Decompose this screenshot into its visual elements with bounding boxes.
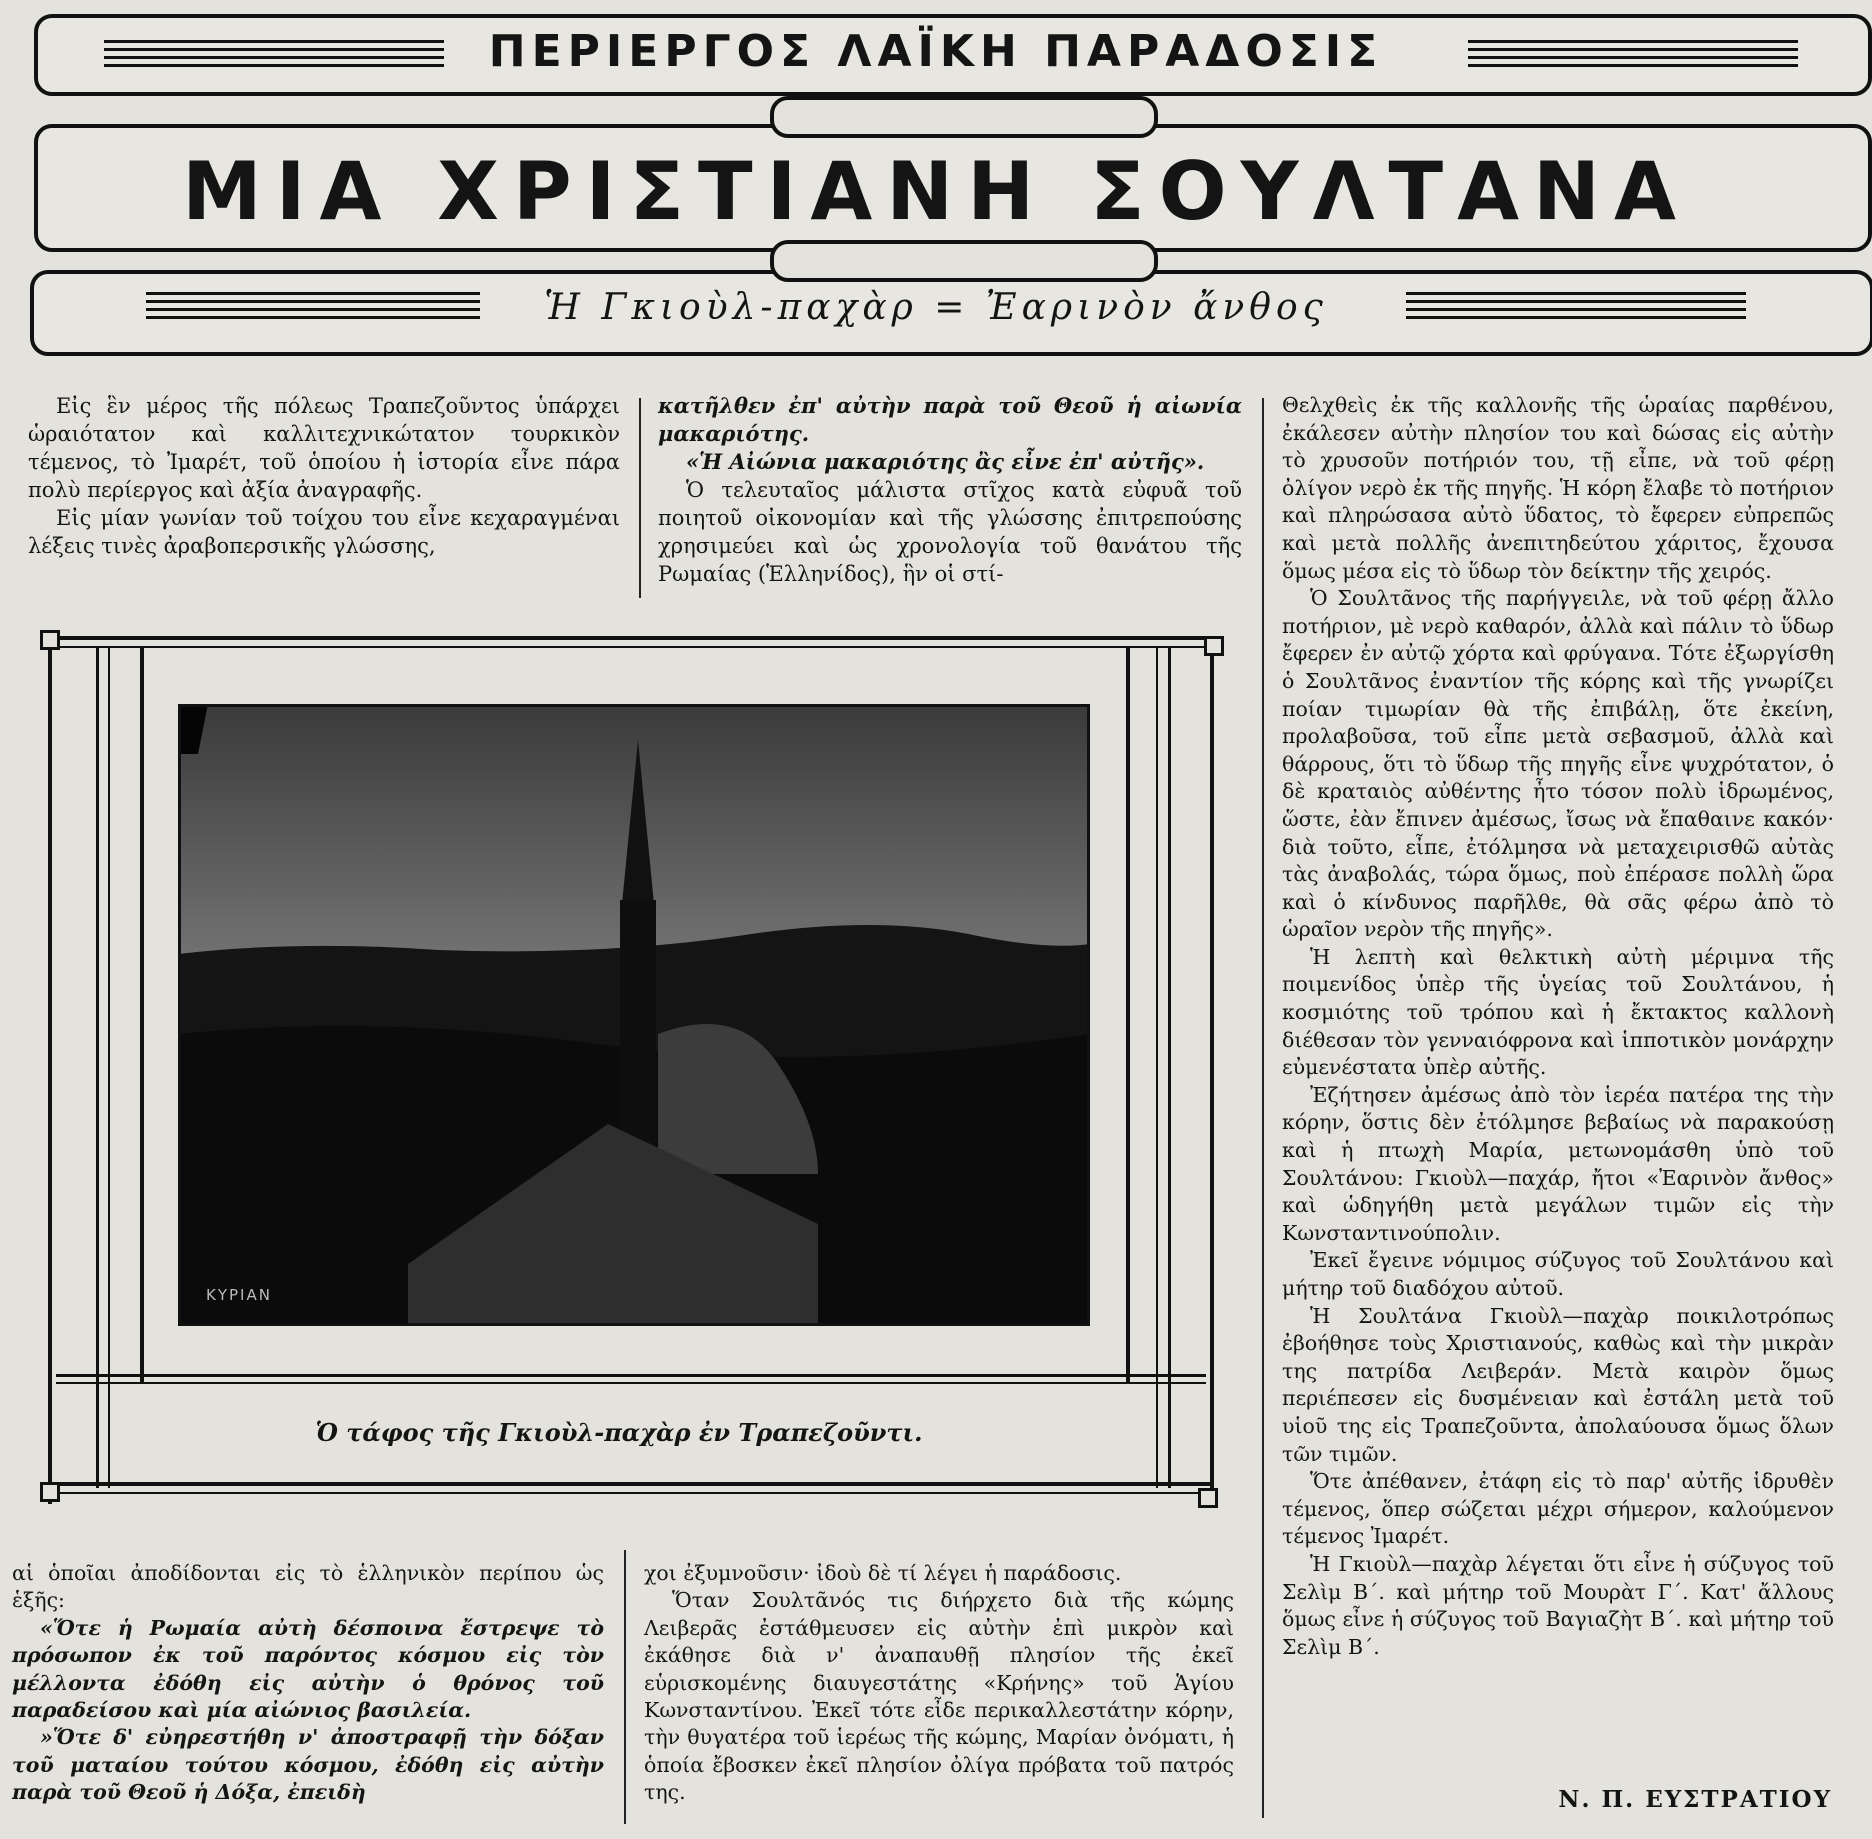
paragraph: Ἡ Σουλτάνα Γκιοὺλ—παχὰρ ποικιλοτρόπως ἐβοήθησε τοὺς Χριστιανούς, καθὼς καὶ τὴν μικρὰν της πατρίδα Λειβεράν. Μετὰ καιρὸν ὅμως περιέπεσεν εἰς δυσμένειαν καὶ ἐστάλη μετὰ τοῦ υἱοῦ της εἰς Τραπεζοῦντα, ἀπολαύουσα ὅμως ὅλων τῶν τιμῶν. — [1282, 1303, 1834, 1466]
frame-rule — [140, 648, 144, 1384]
paragraph: αἱ ὁποῖαι ἀποδίδονται εἰς τὸ ἑλληνικὸν περίπου ὡς ἑξῆς: — [12, 1561, 604, 1613]
frame-corner — [1198, 1488, 1218, 1508]
frame-rule — [96, 648, 99, 1488]
paragraph: Εἰς μίαν γωνίαν τοῦ τοίχου του εἶνε κεχαραγμέναι λέξεις τινὲς ἀραβοπερσικῆς γλώσσης, — [28, 506, 620, 558]
verse-line: »Ὅτε δ' εὐηρεστήθη ν' ἀποστραφῇ τὴν δόξαν τοῦ ματαίου τούτου κόσμου, ἐδόθη εἰς αὐτὴν παρὰ τοῦ Θεοῦ ἡ Δόξα, ἐπειδὴ — [12, 1725, 604, 1805]
frame-corner — [40, 630, 60, 650]
paragraph: Ὅταν Σουλτᾶνός τις διήρχετο διὰ τῆς κώμης Λειβερᾶς ἐστάθμευσεν εἰς αὐτὴν ἐπὶ μικρὸν καὶ ἐκάθησε διὰ ν' ἀναπαυθῇ πλησίον τῆς ἐκεῖ εὑρισκομένης διαυγεστάτης «Κρήνης» τοῦ Ἁγίου Κωνσταντίνου. Ἐκεῖ τότε εἶδε περικαλλεστάτην κόρην, τὴν θυγατέρα τοῦ ἱερέως τῆς κώμης, Μαρίαν ὀνόματι, ἡ ὁποία ἔβοσκεν ἐκεῖ πλησίον ὀλίγα πρόβατα τοῦ πατρός της. — [644, 1588, 1234, 1805]
frame-rule — [48, 636, 52, 1504]
minaret-landscape-image — [178, 704, 1090, 1326]
column-2-bottom — [644, 1560, 1234, 1807]
frame-rule — [1156, 648, 1158, 1488]
frame-rule — [52, 636, 1212, 640]
paragraph: Ὁ Σουλτᾶνος τῆς παρήγγειλε, νὰ τοῦ φέρῃ ἄλλο ποτήριον, μὲ νερὸ καθαρόν, ἀλλὰ καὶ πάλιν τὸ ὕδωρ ἔφερεν ἐν αὐτῷ χόρτα καὶ φρύγανα. Τότε ἐξωργίσθη ὁ Σουλτᾶνος ἐναντίον τῆς κόρης καὶ τῆς γνωρίζει ποίαν τιμωρίαν θὰ τῆς ἐπιβάλῃ, ὅτε ἐκείνη, προλαβοῦσα, τοῦ εἶπε μετὰ σεβασμοῦ, ἀλλὰ καὶ θάρρους, ὅτι τὸ ὕδωρ τῆς πηγῆς εἶνε ψυχρότατον, ὁ δὲ κραταιὸς αὐθέντης ἦτο τόσον πολὺ ἱδρωμένος, ὥστε, ἐὰν ἔπινεν ἀμέσως, ἴσως νὰ ἔπαθαινε κακόν· διὰ τοῦτο, εἶπε, ἐτόλμησα νὰ μεταχειρισθῶ αὐτὰς τὰς ἀναβολάς, τώρα ὅμως, ποὺ ἐπέρασε πολλὴ ὥρα καὶ ὁ κίνδυνος παρῆλθε, θὰ σᾶς φέρω ἀπὸ τὸ ὡραῖον νερὸν τῆς πηγῆς». — [1282, 586, 1834, 942]
mosque-photo — [178, 704, 1090, 1326]
paragraph: Εἰς ἓν μέρος τῆς πόλεως Τραπεζοῦντος ὑπάρχει ὡραιότατον καὶ καλλιτεχνικώτατον τουρκικὸν τέμενος, τὸ Ἰμαρέτ, τοῦ ὁποίου ἡ ἱστορία εἶνε πάρα πολὺ περίεργος καὶ ἀξία ἀναγραφῆς. — [28, 394, 620, 502]
frame-rule — [56, 1374, 1206, 1377]
frame-corner — [40, 1482, 60, 1502]
column-3 — [1282, 392, 1834, 1661]
headline: ΜΙΑ ΧΡΙΣΤΙΑΝΗ ΣΟΥΛΤΑΝΑ — [182, 145, 1690, 238]
verse-line: «Ὅτε ἡ Ρωμαία αὐτὴ δέσποινα ἔστρεψε τὸ πρόσωπον ἐκ τοῦ παρόντος κόσμου εἰς τὸν μέλλοντα ἐδόθη εἰς αὐτὴν ὁ θρόνος τοῦ παραδείσου καὶ μία αἰώνιος βασιλεία. — [12, 1615, 604, 1723]
band-connector — [770, 240, 1158, 282]
band-connector — [770, 96, 1158, 138]
paragraph: Ὅτε ἀπέθανεν, ἐτάφη εἰς τὸ παρ' αὐτῆς ἱδρυθὲν τέμενος, ὅπερ σώζεται μέχρι σήμερον, καλούμενον τέμενος Ἰμαρέτ. — [1282, 1469, 1834, 1549]
frame-rule — [108, 648, 110, 1488]
paragraph: Ἡ Γκιοὺλ—παχὰρ λέγεται ὅτι εἶνε ἡ σύζυγος τοῦ Σελὶμ Β΄. καὶ μήτηρ τοῦ Μουρὰτ Γ΄. Κατ' ἄλλους ὅμως εἶνε ἡ σύζυγος τοῦ Βαγιαζὴτ Β΄. καὶ μήτηρ τοῦ Σελὶμ Β΄. — [1282, 1551, 1834, 1659]
paragraph: Ὁ τελευταῖος μάλιστα στῖχος κατὰ εὐφυᾶ τοῦ ποιητοῦ οἰκονομίαν καὶ τῆς γλώσσης ἐπιτρεπούσης χρησιμεύει καὶ ὡς χρονολογία τοῦ θανάτου τῆς Ρωμαίας (Ἑλληνίδος), ἣν οἱ στί- — [658, 478, 1242, 586]
frame-rule — [1168, 648, 1171, 1488]
paragraph: Ἐζήτησεν ἀμέσως ἀπὸ τὸν ἱερέα πατέρα της τὴν κόρην, ὅστις δὲν ἐτόλμησε βεβαίως νὰ παρακούσῃ καὶ ἡ πτωχὴ Μαρία, μετωνομάσθη ὑπὸ τοῦ Σουλτάνου: Γκιοὺλ—παχάρ, ἤτοι «Ἐαρινὸν ἄνθος» καὶ ὡδηγήθη μετὰ μεγάλων τιμῶν εἰς τὴν Κωνσταντινούπολιν. — [1282, 1082, 1834, 1245]
verse-line: «Ἡ Αἰώνια μακαριότης ἂς εἶνε ἐπ' αὐτῆς». — [686, 449, 1205, 474]
paragraph: χοι ἐξυμνοῦσιν· ἰδοὺ δὲ τί λέγει ἡ παράδοσις. — [644, 1561, 1122, 1585]
author-signature: Ν. Π. ΕΥΣΤΡΑΤΙΟΥ — [1558, 1786, 1832, 1813]
subheadline: Ἡ Γκιοὺλ-παχὰρ = Ἐαρινὸν ἄνθος — [544, 287, 1328, 328]
column-1-top — [28, 392, 620, 560]
paragraph: Ἐκεῖ ἔγεινε νόμιμος σύζυγος τοῦ Σουλτάνου καὶ μήτηρ τοῦ διαδόχου αὐτοῦ. — [1282, 1248, 1834, 1300]
column-divider — [1262, 398, 1264, 1818]
frame-rule — [56, 1382, 1206, 1384]
paragraph: Θελχθεὶς ἐκ τῆς καλλονῆς τῆς ὡραίας παρθένου, ἐκάλεσεν αὐτὴν πλησίον του καὶ δώσας εἰς αὐτὴν τὸ χρυσοῦν ποτήριόν του, τῇ εἶπε, νὰ τοῦ φέρῃ ὀλίγον νερὸ ἐκ τῆς πηγῆς. Ἡ κόρη ἔλαβε τὸ ποτήριον καὶ πληρώσασα αὐτὸ ὕδατος, τὸ ἔφερεν εὐπρεπῶς καὶ μετὰ πολλῆς ἀνεπιτηδεύτου χάριτος, ἔχουσα ὅμως μέσα εἰς τὸ ὕδωρ τὸν δείκτην τῆς χειρός. — [1282, 393, 1834, 583]
column-1-bottom — [12, 1560, 604, 1807]
frame-rule — [52, 1482, 1212, 1486]
frame-corner — [1204, 636, 1224, 656]
frame-rule — [1126, 648, 1130, 1384]
frame-rule — [52, 1492, 1212, 1494]
paragraph: Ἡ λεπτὴ καὶ θελκτικὴ αὐτὴ μέριμνα τῆς ποιμενίδος ὑπὲρ τῆς ὑγείας τοῦ Σουλτάνου, ἡ κοσμιότης τοῦ τρόπου καὶ ἡ ἔκτακτος καλλονὴ διέθεσαν τὸν γενναιόφρονα καὶ ἱπποτικὸν μονάρχην εὐμενέστατα ὑπὲρ αὐτῆς. — [1282, 944, 1834, 1080]
verse-line: κατῆλθεν ἐπ' αὐτὴν παρὰ τοῦ Θεοῦ ἡ αἰωνία μακαριότης. — [658, 393, 1242, 446]
column-divider — [639, 398, 641, 598]
kicker: ΠΕΡΙΕΡΓΟΣ ΛΑΪΚΗ ΠΑΡΑΔΟΣΙΣ — [488, 26, 1384, 77]
frame-rule — [1210, 636, 1214, 1504]
frame-rule — [52, 646, 1212, 648]
photo-caption: Ὁ τάφος τῆς Γκιοὺλ-παχὰρ ἐν Τραπεζοῦντι. — [315, 1418, 923, 1447]
column-divider — [624, 1550, 626, 1824]
photo-credit: ΚΥΡΙΑΝ — [206, 1286, 272, 1304]
column-2-top — [658, 392, 1242, 588]
